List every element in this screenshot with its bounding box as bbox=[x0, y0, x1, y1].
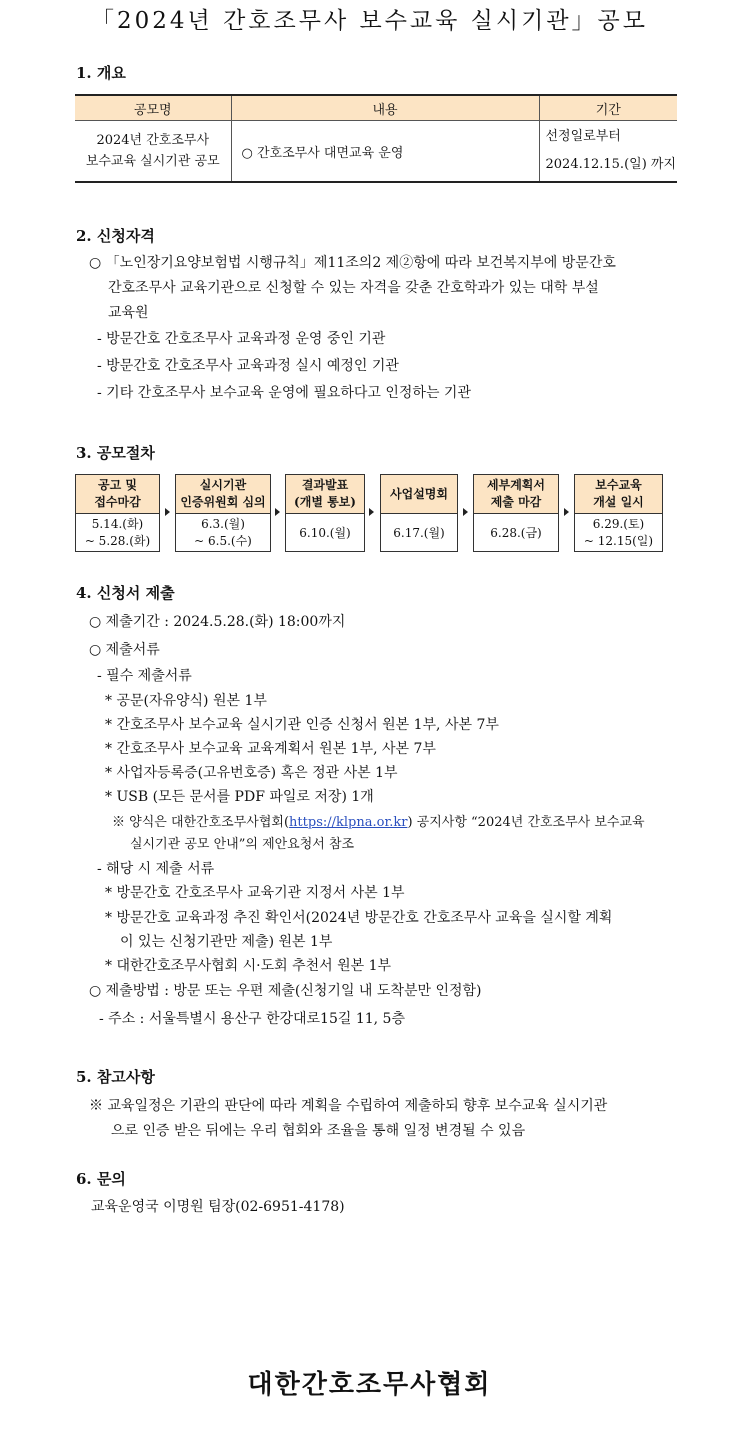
eligibility-item: - 방문간호 간호조무사 교육과정 실시 예정인 기관 bbox=[97, 358, 399, 374]
overview-table bbox=[75, 94, 677, 183]
section-3-heading: 3. 공모절차 bbox=[76, 444, 155, 462]
list-item: * 방문간호 간호조무사 교육기관 지정서 사본 1부 bbox=[105, 885, 405, 901]
eligibility-item: - 방문간호 간호조무사 교육과정 운영 중인 기관 bbox=[97, 331, 386, 347]
contact-info: 교육운영국 이명원 팀장(02-6951-4178) bbox=[91, 1199, 345, 1215]
required-docs-label: - 필수 제출서류 bbox=[97, 668, 192, 684]
list-item: * 간호조무사 보수교육 교육계획서 원본 1부, 사본 7부 bbox=[105, 741, 436, 757]
organization-name: 대한간호조무사협회 bbox=[247, 1370, 492, 1400]
process-step: 보수교육 개설 일시 6.29.(토) ~ 12.15(일) bbox=[574, 474, 663, 552]
arrow-right-icon bbox=[369, 508, 374, 516]
header-period: 기간 bbox=[539, 95, 677, 121]
reference-note-cont: 으로 인증 받은 뒤에는 우리 협회와 조율을 통해 일정 변경될 수 있음 bbox=[111, 1123, 526, 1139]
section-1-heading: 1. 개요 bbox=[76, 64, 126, 82]
header-name: 공모명 bbox=[75, 95, 231, 121]
reference-note: ※ 교육일정은 기관의 판단에 따라 계획을 수립하여 제출하되 향후 보수교육 실시기관 bbox=[89, 1098, 608, 1114]
cell-content: ○ 간호조무사 대면교육 운영 bbox=[231, 121, 539, 183]
list-item: * 대한간호조무사협회 시·도회 추천서 원본 1부 bbox=[105, 958, 392, 974]
eligibility-line: 교육원 bbox=[108, 305, 149, 321]
eligibility-line: ○ 「노인장기요양보험법 시행규칙」제11조의2 제②항에 따라 보건복지부에 방문간호 bbox=[89, 255, 616, 271]
cell-period: 선정일로부터 2024.12.15.(일) 까지 bbox=[539, 121, 677, 183]
eligibility-item: - 기타 간호조무사 보수교육 운영에 필요하다고 인정하는 기관 bbox=[97, 385, 471, 401]
section-6-heading: 6. 문의 bbox=[76, 1170, 126, 1188]
list-item: * 간호조무사 보수교육 실시기관 인증 신청서 원본 1부, 사본 7부 bbox=[105, 717, 499, 733]
arrow-right-icon bbox=[165, 508, 170, 516]
submission-address: - 주소 : 서울특별시 용산구 한강대로15길 11, 5층 bbox=[99, 1011, 405, 1027]
section-5-heading: 5. 참고사항 bbox=[76, 1068, 155, 1086]
list-item: * 방문간호 교육과정 추진 확인서(2024년 방문간호 간호조무사 교육을 실시할 계획 bbox=[105, 910, 613, 926]
section-4-heading: 4. 신청서 제출 bbox=[76, 584, 175, 602]
eligibility-line: 간호조무사 교육기관으로 신청할 수 있는 자격을 갖춘 간호학과가 있는 대학 부설 bbox=[108, 280, 599, 296]
document-title: 「2024년 간호조무사 보수교육 실시기관」공모 bbox=[91, 8, 648, 34]
list-item: * USB (모든 문서를 PDF 파일로 저장) 1개 bbox=[105, 789, 374, 805]
section-2-heading: 2. 신청자격 bbox=[76, 227, 155, 245]
process-step: 공고 및 접수마감 5.14.(화) ~ 5.28.(화) bbox=[75, 474, 160, 552]
list-item: * 공문(자유양식) 원본 1부 bbox=[105, 693, 267, 709]
list-item: * 사업자등록증(고유번호증) 혹은 정관 사본 1부 bbox=[105, 765, 398, 781]
process-step: 세부계획서 제출 마감 6.28.(금) bbox=[473, 474, 559, 552]
arrow-right-icon bbox=[564, 508, 569, 516]
arrow-right-icon bbox=[463, 508, 468, 516]
submission-method: ○ 제출방법 : 방문 또는 우편 제출(신청기일 내 도착분만 인정함) bbox=[89, 983, 482, 999]
process-step: 결과발표 (개별 통보) 6.10.(월) bbox=[285, 474, 365, 552]
submission-docs: ○ 제출서류 bbox=[89, 642, 160, 658]
process-step: 사업설명회 6.17.(월) bbox=[380, 474, 458, 552]
arrow-right-icon bbox=[275, 508, 280, 516]
list-item-cont: 이 있는 신청기관만 제출) 원본 1부 bbox=[120, 934, 333, 950]
klpna-link[interactable]: https://klpna.or.kr bbox=[289, 815, 408, 830]
header-content: 내용 bbox=[231, 95, 539, 121]
cell-name: 2024년 간호조무사 보수교육 실시기관 공모 bbox=[85, 133, 220, 169]
form-note-cont: 실시기관 공모 안내”의 제안요청서 참조 bbox=[130, 837, 355, 852]
submission-period: ○ 제출기간 : 2024.5.28.(화) 18:00까지 bbox=[89, 614, 346, 630]
process-step: 실시기관 인증위원회 심의 6.3.(월) ~ 6.5.(수) bbox=[175, 474, 271, 552]
optional-docs-label: - 해당 시 제출 서류 bbox=[97, 861, 215, 877]
form-note: ※ 양식은 대한간호조무사협회(https://klpna.or.kr) 공지사항 “2024년 간호조무사 보수교육 bbox=[112, 815, 645, 830]
